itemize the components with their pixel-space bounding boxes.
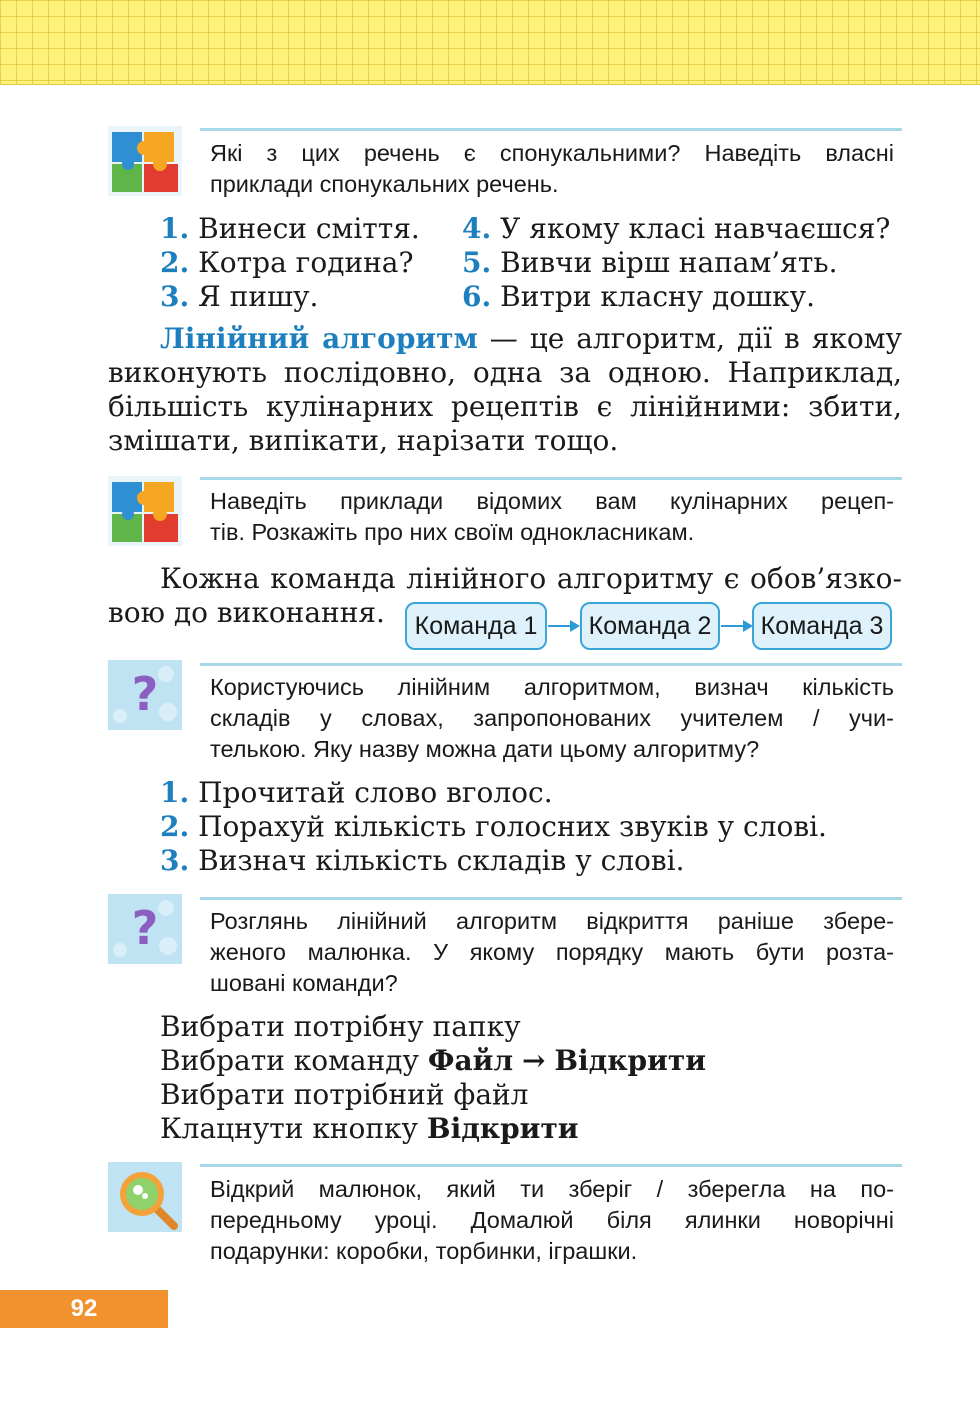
list-item: 3. Визнач кількість складів у слові. [160, 844, 685, 877]
svg-text:?: ? [131, 901, 159, 955]
task-3-text: Користуючись лінійним алгоритмом, визнач кількість складів у словах, запропонованих учителем / учи- телькою. Яку назву можна дати цьому алгоритму? [210, 674, 894, 762]
mandatory-paragraph: Кожна команда лінійного алгоритму є обов’язко- вою до виконання. [108, 562, 902, 629]
magnifier-icon [108, 1162, 182, 1232]
task-divider [200, 897, 902, 900]
command-box: Команда 3 [752, 602, 892, 650]
puzzle-icon [108, 126, 182, 196]
list-item: Вибрати потрібну папку [160, 1010, 521, 1043]
list-item: 4. У якому класі навчаєшся? [462, 212, 891, 245]
arrow-right-icon [548, 616, 580, 636]
list-item: Клацнути кнопку Відкрити [160, 1112, 579, 1145]
task-1-text: Які з цих речень є спонукальними? Наведіть власні приклади спонукальних речень. [210, 140, 894, 197]
task-2-text: Наведіть приклади відомих вам кулінарних рецеп- тів. Розкажіть про них своїм однокласникам. [210, 488, 894, 545]
puzzle-icon [108, 476, 182, 546]
page-number: 92 [70, 1295, 98, 1322]
page-number-bar [0, 1290, 168, 1328]
list-item: 6. Витри класну дошку. [462, 280, 816, 313]
command-box: Команда 2 [580, 602, 720, 650]
grid-header-band [0, 0, 980, 85]
list-item: Вибрати потрібний файл [160, 1078, 529, 1111]
task-divider [200, 477, 902, 480]
question-icon [108, 894, 182, 964]
arrow-icon: → [522, 1044, 546, 1077]
question-icon [108, 660, 182, 730]
list-item: 2. Порахуй кількість голосних звуків у слові. [160, 810, 827, 843]
list-item: 2. Котра година? [160, 246, 414, 279]
task-5-text: Відкрий малюнок, який ти зберіг / зберегла на по- передньому уроці. Домалюй біля ялинки новорічні подарунки: коробки, торбинки, іграшки. [210, 1176, 894, 1264]
command-box: Команда 1 [405, 602, 547, 650]
task-4-text: Розглянь лінійний алгоритм відкриття раніше збере- женого малюнка. У якому порядку мають бути розта- шовані команди? [210, 908, 894, 996]
command-order-list [160, 1010, 706, 1146]
list-item: 3. Я пишу. [160, 280, 319, 313]
svg-text:?: ? [131, 667, 159, 721]
list-item: 1. Винеси сміття. [160, 212, 420, 245]
list-item: 1. Прочитай слово вголос. [160, 776, 553, 809]
list-item: Вибрати команду Файл → Відкрити [160, 1044, 707, 1077]
definition-paragraph: Лінійний алгоритм — це алгоритм, дії в якому виконують послідовно, одна за одною. Наприклад, більшість кулінарних рецептів є лінійними: збити, змішати, випікати, нарізати тощо. [108, 322, 903, 457]
definition-term: Лінійний алгоритм [160, 322, 478, 355]
list-item: 5. Вивчи вірш напам’ять. [462, 246, 838, 279]
task-divider [200, 663, 902, 666]
steps-list [160, 776, 827, 878]
task-divider [200, 128, 902, 131]
arrow-right-icon [721, 616, 753, 636]
task-divider [200, 1164, 902, 1167]
